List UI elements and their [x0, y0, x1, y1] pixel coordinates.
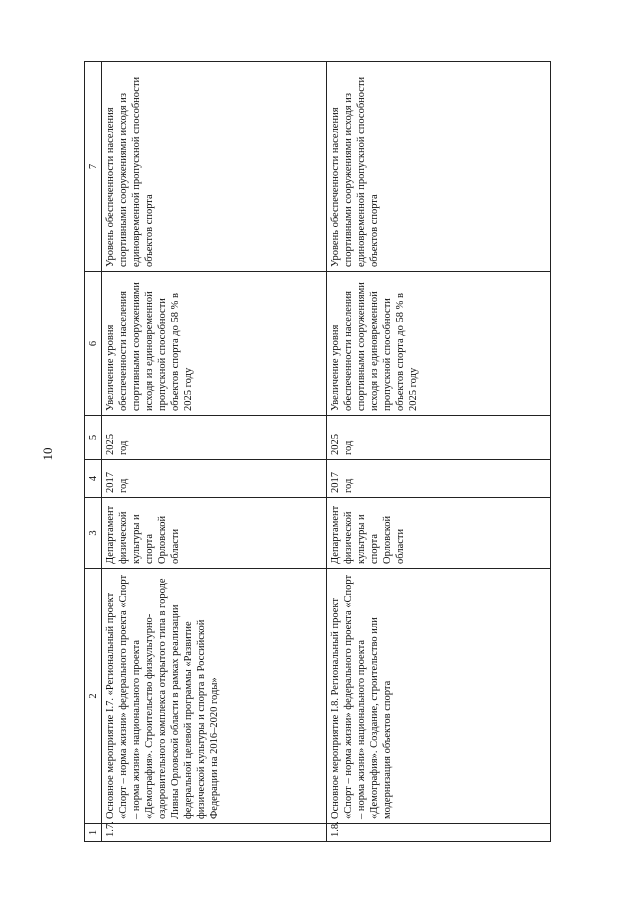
end-year: 2025 год	[326, 416, 551, 460]
table-container	[84, 62, 551, 842]
table-header-row	[85, 62, 102, 842]
column-header-4: 4	[85, 460, 102, 498]
row-number: 1.7.	[102, 824, 326, 842]
column-header-5: 5	[85, 416, 102, 460]
measure-name: Основное мероприятие I.7. «Региональный проект «Спорт – норма жизни» федерального проекта «Спорт – норма жизни» национального проекта «Демография». Строительство физкультурно-оздоровительного комплекса открытого типа в городе Ливны Орловской области в рамках реализации федеральной целевой программы «Развитие физической культуры и спорта в Российской Федерации на 2016–2020 годы»	[102, 569, 326, 824]
column-header-1: 1	[85, 824, 102, 842]
target-indicator: Уровень обеспеченности населения спортивными сооружениями исходя из единовременной пропускной способности объектов спорта	[102, 62, 326, 272]
column-header-3: 3	[85, 498, 102, 569]
column-header-6: 6	[85, 272, 102, 416]
start-year: 2017 год	[326, 460, 551, 498]
rotated-table	[84, 62, 551, 842]
page-number: 10	[40, 447, 55, 461]
responsible-executor: Департамент физической культуры и спорта Орловской области	[326, 498, 551, 569]
expected-result: Увеличение уровня обеспеченности населения спортивными сооружениями исходя из единовременной пропускной способности объектов спорта до 58 % в 2025 году	[102, 272, 326, 416]
program-measures-table	[84, 61, 551, 842]
target-indicator: Уровень обеспеченности населения спортивными сооружениями исходя из единовременной пропускной способности объектов спорта	[326, 62, 551, 272]
end-year: 2025 год	[102, 416, 326, 460]
column-header-7: 7	[85, 62, 102, 272]
start-year: 2017 год	[102, 460, 326, 498]
expected-result: Увеличение уровня обеспеченности населения спортивными сооружениями исходя из единовременной пропускной способности объектов спорта до 58 % в 2025 году	[326, 272, 551, 416]
measure-name: Основное мероприятие I.8. Региональный проект «Спорт – норма жизни» федерального проекта «Спорт – норма жизни» национального проекта «Демография». Создание, строительство или модернизация объектов спорта	[326, 569, 551, 824]
table-row	[102, 62, 326, 842]
row-number: 1.8.	[326, 824, 551, 842]
table-row	[326, 62, 551, 842]
responsible-executor: Департамент физической культуры и спорта Орловской области	[102, 498, 326, 569]
column-header-2: 2	[85, 569, 102, 824]
